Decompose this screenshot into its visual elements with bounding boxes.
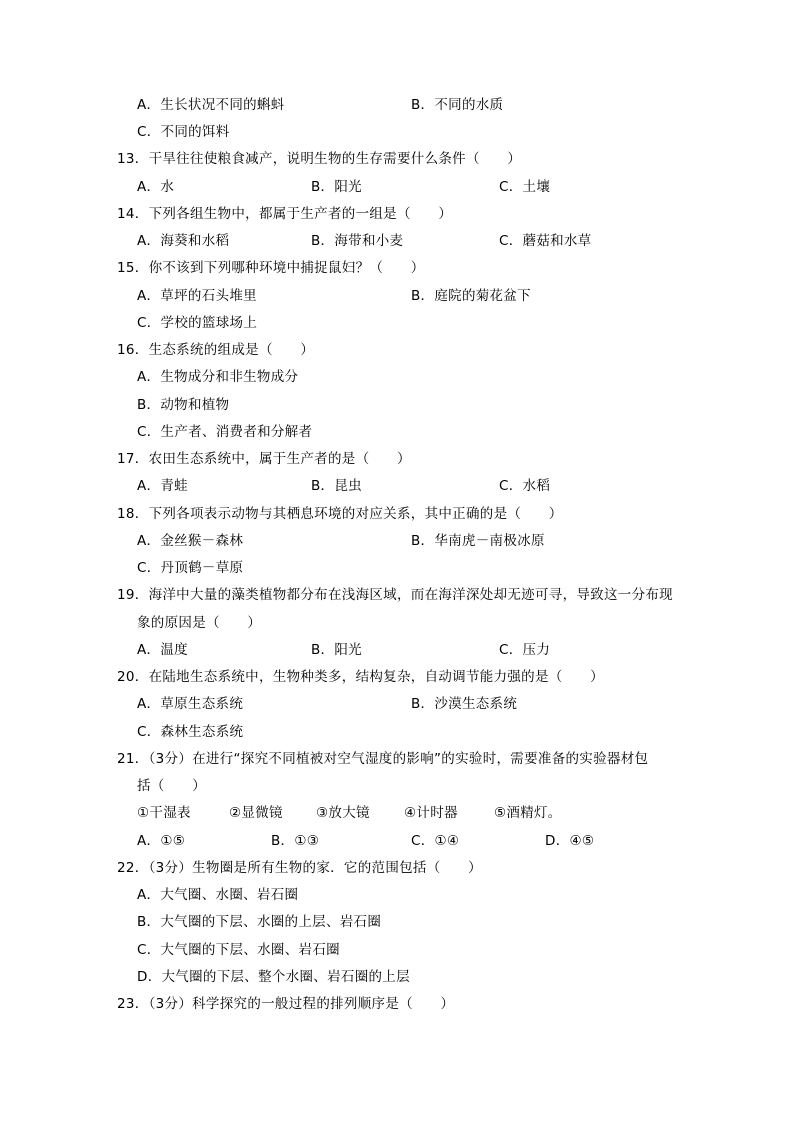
option-c: C．丹顶鹤－草原 xyxy=(137,560,244,576)
option-c: C．水稻 xyxy=(499,478,551,494)
option-b: B．大气圈的下层、水圈的上层、岩石圈 xyxy=(137,914,382,930)
question-21: 21．（3分）在进行“探究不同植被对空气湿度的影响”的实验时，需要准备的实验器材包 xyxy=(117,751,649,767)
option-c: C．土壤 xyxy=(499,179,551,195)
question-14: 14．下列各组生物中，都属于生产者的一组是（ ） xyxy=(117,206,453,222)
option-b: B．阳光 xyxy=(311,642,362,658)
option-c: C．生产者、消费者和分解者 xyxy=(137,424,313,440)
tool-item: ②显微镜 xyxy=(229,805,283,821)
question-21-continued: 括（ ） xyxy=(137,778,206,794)
question-17: 17．农田生态系统中，属于生产者的是（ ） xyxy=(117,451,411,467)
question-19-continued: 象的原因是（ ） xyxy=(137,615,262,631)
question-15: 15．你不该到下列哪种环境中捕捉鼠妇？（ ） xyxy=(117,260,425,276)
question-23: 23．（3分）科学探究的一般过程的排列顺序是（ ） xyxy=(117,996,455,1012)
tool-item: ①干湿表 xyxy=(137,805,191,821)
option-c: C．压力 xyxy=(499,642,551,658)
question-18: 18．下列各项表示动物与其栖息环境的对应关系，其中正确的是（ ） xyxy=(117,506,563,522)
tool-item: ④计时器 xyxy=(404,805,458,821)
tool-item: ③放大镜 xyxy=(316,805,370,821)
question-13: 13．干旱往往使粮食减产，说明生物的生存需要什么条件（ ） xyxy=(117,151,522,167)
option-a: A．生物成分和非生物成分 xyxy=(137,369,299,385)
question-22: 22．（3分）生物圈是所有生物的家．它的范围包括（ ） xyxy=(117,860,482,876)
option-d: D．大气圈的下层、整个水圈、岩石圈的上层 xyxy=(137,969,410,985)
option-c: C．森林生态系统 xyxy=(137,724,244,740)
option-b: B．海带和小麦 xyxy=(311,233,404,249)
option-a: A．温度 xyxy=(137,642,188,658)
option-b: B．庭院的菊花盆下 xyxy=(411,288,531,304)
question-20: 20．在陆地生态系统中，生物种类多，结构复杂，自动调节能力强的是（ ） xyxy=(117,669,604,685)
tool-item: ⑤酒精灯。 xyxy=(494,805,562,821)
option-a: A．金丝猴－森林 xyxy=(137,533,244,549)
option-a: A．①⑤ xyxy=(137,833,186,849)
option-b: B．①③ xyxy=(271,833,320,849)
option-b: B．沙漠生态系统 xyxy=(411,696,518,712)
option-b: B．动物和植物 xyxy=(137,397,230,413)
option-a: A．海葵和水稻 xyxy=(137,233,230,249)
option-c: C．蘑菇和水草 xyxy=(499,233,592,249)
option-c: C．大气圈的下层、水圈、岩石圈 xyxy=(137,942,340,958)
option-c: C．学校的篮球场上 xyxy=(137,315,258,331)
option-a: A．青蛙 xyxy=(137,478,188,494)
option-c: C．①④ xyxy=(411,833,460,849)
question-16: 16．生态系统的组成是（ ） xyxy=(117,342,315,358)
option-a: A．草坪的石头堆里 xyxy=(137,288,257,304)
option-b: B．阳光 xyxy=(311,179,362,195)
option-a: A．水 xyxy=(137,179,175,195)
option-a: A．草原生态系统 xyxy=(137,696,244,712)
option-c: C．不同的饵料 xyxy=(137,124,230,140)
option-b: B．华南虎－南极冰原 xyxy=(411,533,545,549)
option-d: D．④⑤ xyxy=(545,833,595,849)
option-a: A．大气圈、水圈、岩石圈 xyxy=(137,887,299,903)
option-a: A．生长状况不同的蝌蚪 xyxy=(137,97,285,113)
option-b: B．昆虫 xyxy=(311,478,362,494)
question-19: 19．海洋中大量的藻类植物都分布在浅海区域，而在海洋深处却无迹可寻，导致这一分布现 xyxy=(117,587,673,603)
option-b: B．不同的水质 xyxy=(411,97,504,113)
